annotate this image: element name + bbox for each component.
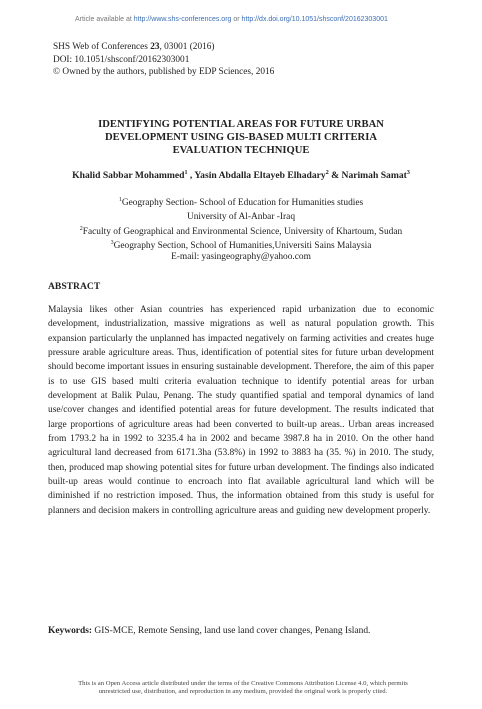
author-affiliation-mark: 2 xyxy=(325,170,329,176)
affiliation xyxy=(30,209,452,223)
affiliation-list xyxy=(30,195,452,252)
affiliation xyxy=(30,195,452,209)
title-line: DEVELOPMENT USING GIS-BASED MULTI CRITERIA xyxy=(105,131,377,143)
availability-or: or xyxy=(231,16,242,23)
affiliation-mark: 1 xyxy=(118,197,122,203)
doi-line: DOI: 10.1051/shsconf/20162303001 xyxy=(53,54,190,65)
affiliation-text: Geography Section- School of Education for Humanities studies xyxy=(121,198,364,209)
footer-line: This is an Open Access article distributed under the terms of the Creative Commons Attribution License 4.0, which permits xyxy=(78,680,408,687)
article-availability-line xyxy=(75,16,455,23)
abstract-body: Malaysia likes other Asian countries has experienced rapid urbanization due to economic development, industrialization, massive migrations as well as natural population growth. This expansion particularly the unplanned has impacted negatively on farming activities and creates huge pressure arable agriculture areas. Thus, identification of potential sites for future urban development should become important issues in ensuring sustainable development. Therefore, the aim of this paper is to use GIS based multi criteria evaluation technique to identify potential areas for urban development at Balik Pulau, Penang. The study quantified spatial and temporal dynamics of land use/cover changes and identified potential areas for future development. The results indicated that large proportions of agriculture areas had been converted to built-up areas.. Urban areas increased from 1793.2 ha in 1992 to 3235.4 ha in 2002 and became 3987.8 ha in 2010. On the other hand agricultural land decreased from 6171.3ha (53.8%) in 1992 to 3883 ha (35. %) in 2010. The study, then, produced map showing potential sites for future urban development. The findings also indicated built-up areas would continue to encroach into flat available agricultural land which will be diminished if no restriction imposed. Thus, the information obtained from this study is useful for planners and decision makers in controlling agriculture areas and guiding new development properly. xyxy=(48,305,434,516)
author-separator: , xyxy=(187,170,195,182)
author-name: Narimah Samat xyxy=(341,170,407,182)
journal-name: SHS Web of Conferences xyxy=(53,42,151,52)
copyright-line: © Owned by the authors, published by EDP Sciences, 2016 xyxy=(53,67,275,78)
keywords-text: GIS-MCE, Remote Sensing, land use land cover changes, Penang Island. xyxy=(92,626,371,636)
author-affiliation-mark: 1 xyxy=(184,170,188,176)
journal-article-number: , 03001 (2016) xyxy=(159,42,215,52)
author-name: Yasin Abdalla Eltayeb Elhadary xyxy=(194,170,326,182)
keywords-label: Keywords: xyxy=(48,626,93,636)
title-line: IDENTIFYING POTENTIAL AREAS FOR FUTURE URBAN xyxy=(98,119,384,130)
affiliation-text: Faculty of Geographical and Environmental Science, University of Khartoum, Sudan xyxy=(82,226,403,237)
conference-site-link[interactable]: http://www.shs-conferences.org xyxy=(133,16,232,23)
license-footer xyxy=(8,680,478,696)
abstract-heading: ABSTRACT xyxy=(48,281,101,292)
affiliation-text: Geography Section, School of Humanities,Universiti Sains Malaysia xyxy=(113,241,372,252)
journal-volume: 23 xyxy=(150,42,160,52)
contact-email: E-mail: yasingeography@yahoo.com xyxy=(171,252,311,262)
author-affiliation-mark: 3 xyxy=(406,170,410,176)
doi-link[interactable]: http://dx.doi.org/10.1051/shsconf/20162303001 xyxy=(241,16,388,23)
affiliation-mark: 3 xyxy=(110,239,114,246)
author-list xyxy=(25,170,457,181)
author-separator: & xyxy=(328,170,342,182)
affiliation xyxy=(30,224,452,238)
footer-line: unrestricted use, distribution, and reproduction in any medium, provided the original work is properly cited. xyxy=(98,688,388,696)
paper-title xyxy=(40,119,442,157)
citation-block xyxy=(53,41,274,79)
journal-citation xyxy=(53,41,274,54)
affiliation-text: University of Al-Anbar -Iraq xyxy=(186,212,296,223)
availability-prefix: Article available at xyxy=(75,16,134,23)
affiliation xyxy=(30,238,452,252)
keywords-line xyxy=(48,626,370,636)
affiliation-mark: 2 xyxy=(79,225,83,232)
title-line: EVALUATION TECHNIQUE xyxy=(172,144,310,156)
author-name: Khalid Sabbar Mohammed xyxy=(72,170,185,182)
